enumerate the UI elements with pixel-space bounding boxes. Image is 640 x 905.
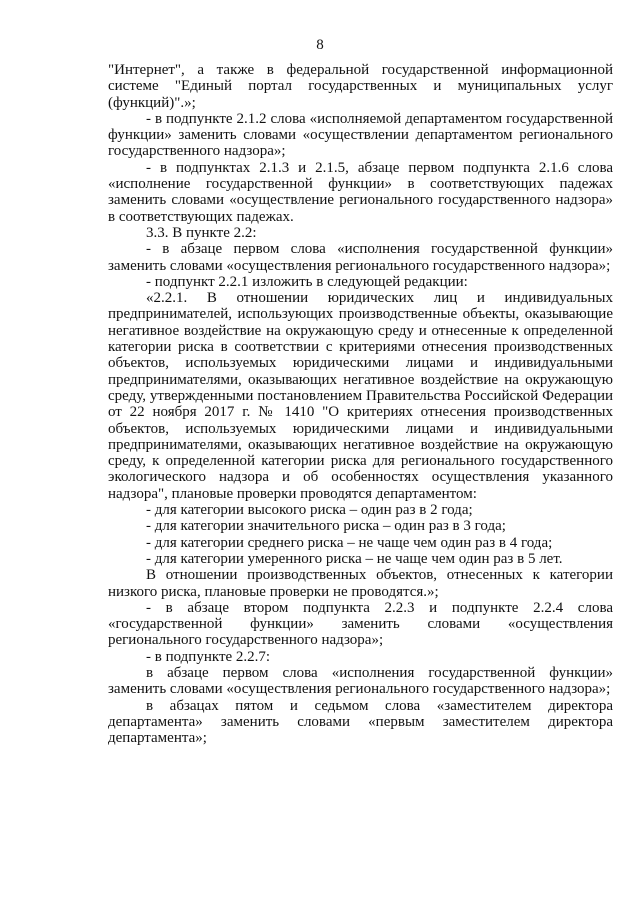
- paragraph: - для категории среднего риска – не чаще чем один раз в 4 года;: [146, 534, 553, 551]
- paragraph: - подпункт 2.2.1 изложить в следующей редакции:: [146, 273, 468, 290]
- paragraph: в абзаце первом слова «исполнения государственной функции» заменить словами «осуществления регионального государственного надзора»;: [108, 664, 613, 698]
- paragraph: - в подпункте 2.1.2 слова «исполняемой департаментом государственной функции» заменить словами «осуществлении департаментом регионального государственного надзора»;: [108, 110, 613, 160]
- paragraph: - в подпунктах 2.1.3 и 2.1.5, абзаце первом подпункта 2.1.6 слова «исполнение государственной функции» в соответствующих падежах заменить словами «осуществление регионального государственного надзора» в соответствующих падежах.: [108, 159, 613, 225]
- paragraph: - в подпункте 2.2.7:: [146, 648, 271, 665]
- paragraph: - для категории высокого риска – один раз в 2 года;: [146, 502, 473, 519]
- document-body: [108, 62, 613, 746]
- paragraph: В отношении производственных объектов, отнесенных к категории низкого риска, плановые проверки не проводятся.»;: [108, 567, 613, 600]
- page-number: 8: [316, 37, 324, 53]
- paragraph: 3.3. В пункте 2.2:: [146, 224, 257, 241]
- paragraph: «2.2.1. В отношении юридических лиц и индивидуальных предпринимателей, использующих производственные объекты, оказывающие негативное воздействие на окружающую среду и отнесенные к определенной категории риска в соответствии с критериями отнесения производственных объектов, используемых юридическими лицами и индивидуальными предпринимателями, оказывающих негативное воздействие на окружающую среду, утвержденными постановлением Правительства Российской Федерации от 22 ноября 2017 г. № 1410 "О критериях отнесения производственных объектов, используемых юридическими лицами и индивидуальными предпринимателями, оказывающих негативное воздействие на окружающую среду, к определенной категории риска для регионального государственного экологического надзора и об особенностях осуществления указанного надзора", плановые проверки проводятся департаментом:: [108, 290, 613, 502]
- paragraph: - для категории значительного риска – один раз в 3 года;: [146, 518, 506, 535]
- paragraph: - в абзаце первом слова «исполнения государственной функции» заменить словами «осуществления регионального государственного надзора»;: [108, 241, 613, 274]
- paragraph: в абзацах пятом и седьмом слова «заместителем директора департамента» заменить словами «первым заместителем директора департамента»;: [108, 697, 613, 747]
- paragraph: - в абзаце втором подпункта 2.2.3 и подпункте 2.2.4 слова «государственной функции» заменить словами «осуществления регионального государственного надзора»;: [108, 599, 613, 649]
- paragraph: "Интернет", а также в федеральной государственной информационной системе "Единый портал государственных и муниципальных услуг (функций)".»;: [108, 62, 613, 111]
- paragraph: - для категории умеренного риска – не чаще чем один раз в 5 лет.: [146, 550, 563, 567]
